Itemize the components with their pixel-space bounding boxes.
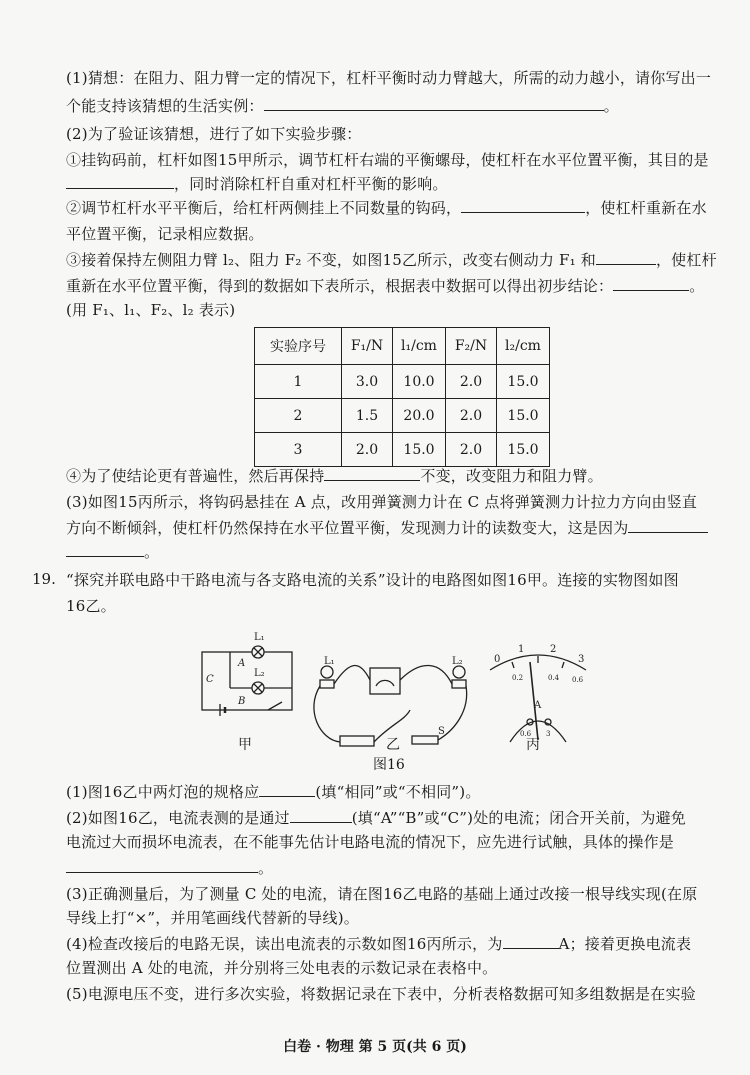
text-line: ①挂钩码前，杠杆如图15甲所示，调节杠杆右端的平衡螺母，使杠杆在水平位置平衡，其目的是 <box>66 151 709 169</box>
switch-icon <box>412 736 438 744</box>
figure-mark: A <box>238 658 246 669</box>
circuit-frame <box>202 652 292 710</box>
text-line: (1)猜想：在阻力、阻力臂一定的情况下，杠杆平衡时动力臂越大，所需的动力越小，请你写出一 <box>66 69 712 87</box>
figure-mark: 0 <box>494 654 501 665</box>
table-header: 实验序号 <box>255 328 342 365</box>
battery-box-icon <box>340 736 374 746</box>
table-row <box>255 399 550 433</box>
figure-mark: L₁ <box>324 656 335 667</box>
text-line: ，同时消除杠杆自重对杠杆平衡的影响。 <box>66 174 710 194</box>
figure-mark: L₂ <box>452 656 463 667</box>
figure-mark: S <box>438 726 445 737</box>
figure-mark: 1 <box>518 644 525 655</box>
answer-blank[interactable] <box>628 518 708 533</box>
table-cell: 15.0 <box>497 365 550 399</box>
table-row <box>255 433 550 467</box>
table-cell: 15.0 <box>497 433 550 467</box>
figure-mark: 2 <box>550 644 557 655</box>
answer-blank[interactable] <box>324 466 420 481</box>
figure-label: 乙 <box>386 737 400 753</box>
table-header: l₁/cm <box>393 328 446 365</box>
answer-blank[interactable] <box>613 276 689 291</box>
table-cell: 2.0 <box>446 365 497 399</box>
figure-mark: 0.4 <box>548 674 560 682</box>
text-line: 位置测出 A 处的电流，并分别将三处电表的示数记录在表格中。 <box>66 959 498 977</box>
table-cell: 15.0 <box>497 399 550 433</box>
table-row <box>255 365 550 399</box>
table-cell: 10.0 <box>393 365 446 399</box>
table-cell: 1.5 <box>342 399 393 433</box>
bulb-l2-icon <box>453 666 465 678</box>
text-line: 个能支持该猜想的生活实例： 。 <box>66 97 619 115</box>
text-line: ③接着保持左侧阻力臂 l₂、阻力 F₂ 不变，如图15乙所示，改变右侧动力 F₁ 和 ，使杠杆 <box>66 251 717 269</box>
figure-mark: 0.6 <box>572 676 584 684</box>
answer-blank[interactable] <box>259 782 315 797</box>
table-cell: 2 <box>255 399 342 433</box>
text-line: 16乙。 <box>66 597 116 615</box>
answer-blank[interactable] <box>66 174 174 189</box>
bulb-base-icon <box>320 680 334 688</box>
page-footer: 白卷 · 物理 第 5 页(共 6 页) <box>283 1039 467 1055</box>
table-cell: 15.0 <box>393 433 446 467</box>
question-number: 19. <box>32 570 56 588</box>
table-cell: 20.0 <box>393 399 446 433</box>
figure-mark: 0.2 <box>512 674 524 682</box>
table-cell: 1 <box>255 365 342 399</box>
text-line: (1)图16乙中两灯泡的规格应 (填“相同”或“不相同”)。 <box>66 783 481 801</box>
text-line: (5)电源电压不变，进行多次实验，将数据记录在下表中，分析表格数据可知多组数据是在实验 <box>66 985 696 1003</box>
wire <box>314 686 340 742</box>
answer-blank[interactable] <box>596 250 656 265</box>
table-header-row <box>255 328 550 365</box>
dial-tick <box>562 662 564 668</box>
text-line: (用 F₁、l₁、F₂、l₂ 表示) <box>66 301 236 319</box>
text-line: 重新在水平位置平衡，得到的数据如下表所示，根据表中数据可以得出初步结论： 。 <box>66 277 705 295</box>
figure-label: 甲 <box>238 737 252 753</box>
answer-blank[interactable] <box>66 858 258 873</box>
figure-mark: A <box>534 700 542 711</box>
text-line: (3)正确测量后，为了测量 C 处的电流，请在图16乙电路的基础上通过改接一根导线实现(在原 <box>66 885 698 903</box>
text-line: 。 <box>66 542 710 562</box>
bulb-base-icon <box>452 680 466 688</box>
answer-blank[interactable] <box>503 934 559 949</box>
figure-mark: 3 <box>578 654 585 665</box>
answer-blank[interactable] <box>461 198 585 213</box>
table-header: l₂/cm <box>497 328 550 365</box>
table-header: F₂/N <box>446 328 497 365</box>
answer-blank[interactable] <box>290 808 352 823</box>
table-cell: 3 <box>255 433 342 467</box>
text-line: ④为了使结论更有普遍性，然后再保持 不变，改变阻力和阻力臂。 <box>66 467 603 485</box>
switch-icon <box>268 702 282 710</box>
text-line: 平位置平衡，记录相应数据。 <box>66 225 264 243</box>
figure-mark: L₁ <box>254 632 265 643</box>
figure-caption: 图16 <box>373 757 405 773</box>
table-cell: 2.0 <box>446 433 497 467</box>
table-cell: 3.0 <box>342 365 393 399</box>
text-line: 导线上打“×”，并用笔画线代替新的导线)。 <box>66 909 359 927</box>
text-line: 电流过大而损坏电流表，在不能事先估计电路电流的情况下，应先进行试触，具体的操作是 <box>66 833 675 851</box>
table-header: F₁/N <box>342 328 393 365</box>
figure-mark: C <box>206 674 214 685</box>
answer-blank[interactable] <box>264 96 604 111</box>
text-line: 方向不断倾斜，使杠杆仍然保持在水平位置平衡，发现测力计的读数变大，这是因为 <box>66 518 710 538</box>
text-line: “探究并联电路中干路电流与各支路电流的关系”设计的电路图如图16甲。连接的实物图如图 <box>66 571 679 589</box>
table-cell: 2.0 <box>446 399 497 433</box>
text-line: (2)为了验证该猜想，进行了如下实验步骤： <box>66 125 362 143</box>
wire <box>400 665 452 684</box>
text-line: ②调节杠杆水平平衡后，给杠杆两侧挂上不同数量的钩码， ，使杠杆重新在水 <box>66 199 707 217</box>
figure-mark: 0.6 <box>520 730 532 738</box>
text-line: 。 <box>66 858 710 878</box>
ammeter-dial-icon <box>376 680 394 686</box>
dial-tick <box>512 662 514 668</box>
table-cell: 2.0 <box>342 433 393 467</box>
figure-mark: L₂ <box>254 668 265 679</box>
answer-blank[interactable] <box>66 542 144 557</box>
figure-mark: 3 <box>546 730 551 738</box>
data-table <box>254 327 550 467</box>
figure-mark: B <box>238 696 246 707</box>
figure-label: 丙 <box>526 737 540 753</box>
wire <box>334 665 370 684</box>
text-line: (3)如图15丙所示，将钩码悬挂在 A 点，改用弹簧测力计在 C 点将弹簧测力计拉力方向由竖直 <box>66 493 698 511</box>
text-line: (4)检查改接后的电路无误，读出电流表的示数如图16丙所示，为 A；接着更换电流表 <box>66 935 692 953</box>
text-line: (2)如图16乙，电流表测的是通过 (填“A”“B”或“C”)处的电流；闭合开关前，为避免 <box>66 809 686 827</box>
bulb-l1-icon <box>321 666 333 678</box>
